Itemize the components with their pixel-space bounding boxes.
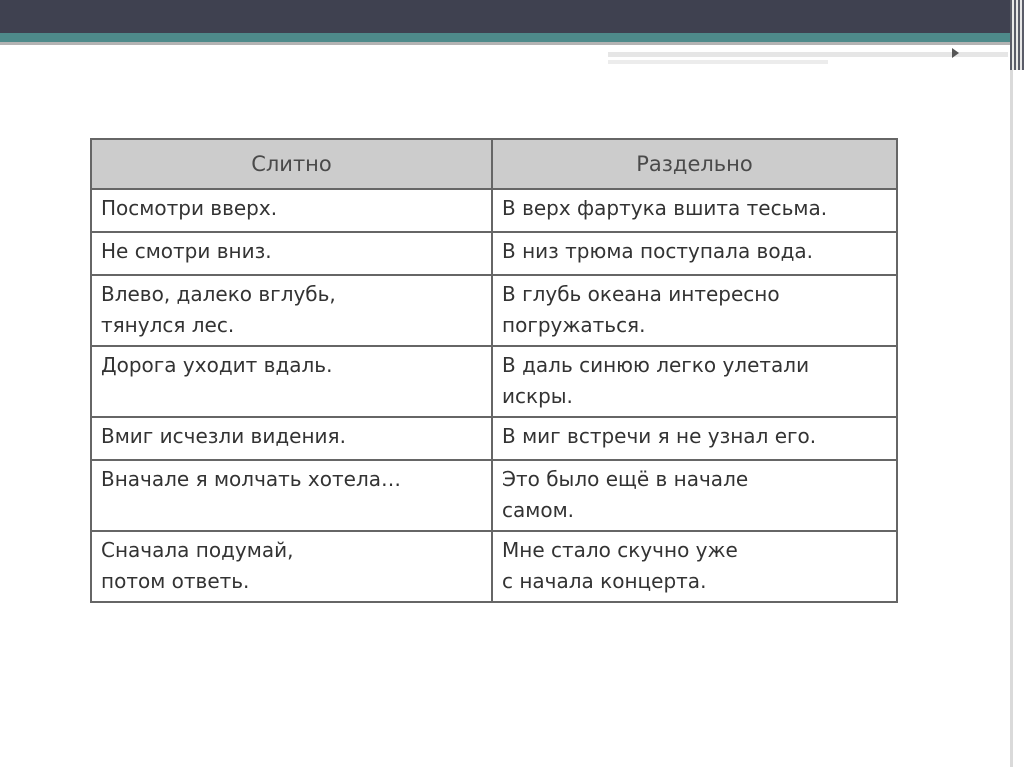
cell-separate: В низ трюма поступала вода. — [492, 232, 897, 275]
cell-separate: В даль синюю легко улетали искры. — [492, 346, 897, 417]
cell-separate: Это было ещё в начале самом. — [492, 460, 897, 531]
cell-together: Посмотри вверх. — [91, 189, 492, 232]
right-edge-stripes — [1010, 0, 1024, 70]
header-together: Слитно — [91, 139, 492, 189]
cell-together: Дорога уходит вдаль. — [91, 346, 492, 417]
cell-together: Вмиг исчезли видения. — [91, 417, 492, 460]
table-row — [91, 189, 897, 232]
table-row — [91, 531, 897, 602]
table-row — [91, 346, 897, 417]
top-light-line-short — [608, 60, 828, 64]
top-gray-line — [0, 42, 1010, 45]
right-edge-line — [1010, 0, 1013, 767]
cell-together: Сначала подумай, потом ответь. — [91, 531, 492, 602]
table-row — [91, 417, 897, 460]
top-light-line — [608, 52, 1008, 57]
cell-separate: В глубь океана интересно погружаться. — [492, 275, 897, 346]
cell-separate: В миг встречи я не узнал его. — [492, 417, 897, 460]
cell-together: Вначале я молчать хотела… — [91, 460, 492, 531]
cell-separate: Мне стало скучно уже с начала концерта. — [492, 531, 897, 602]
table-header-row — [91, 139, 897, 189]
table-row — [91, 232, 897, 275]
top-dark-bar — [0, 0, 1010, 33]
cell-together: Не смотри вниз. — [91, 232, 492, 275]
triangle-arrow-icon — [952, 48, 959, 58]
cell-separate: В верх фартука вшита тесьма. — [492, 189, 897, 232]
header-separate: Раздельно — [492, 139, 897, 189]
spelling-table — [90, 138, 898, 603]
table-row — [91, 275, 897, 346]
top-teal-bar — [0, 33, 1010, 42]
table-row — [91, 460, 897, 531]
cell-together: Влево, далеко вглубь, тянулся лес. — [91, 275, 492, 346]
